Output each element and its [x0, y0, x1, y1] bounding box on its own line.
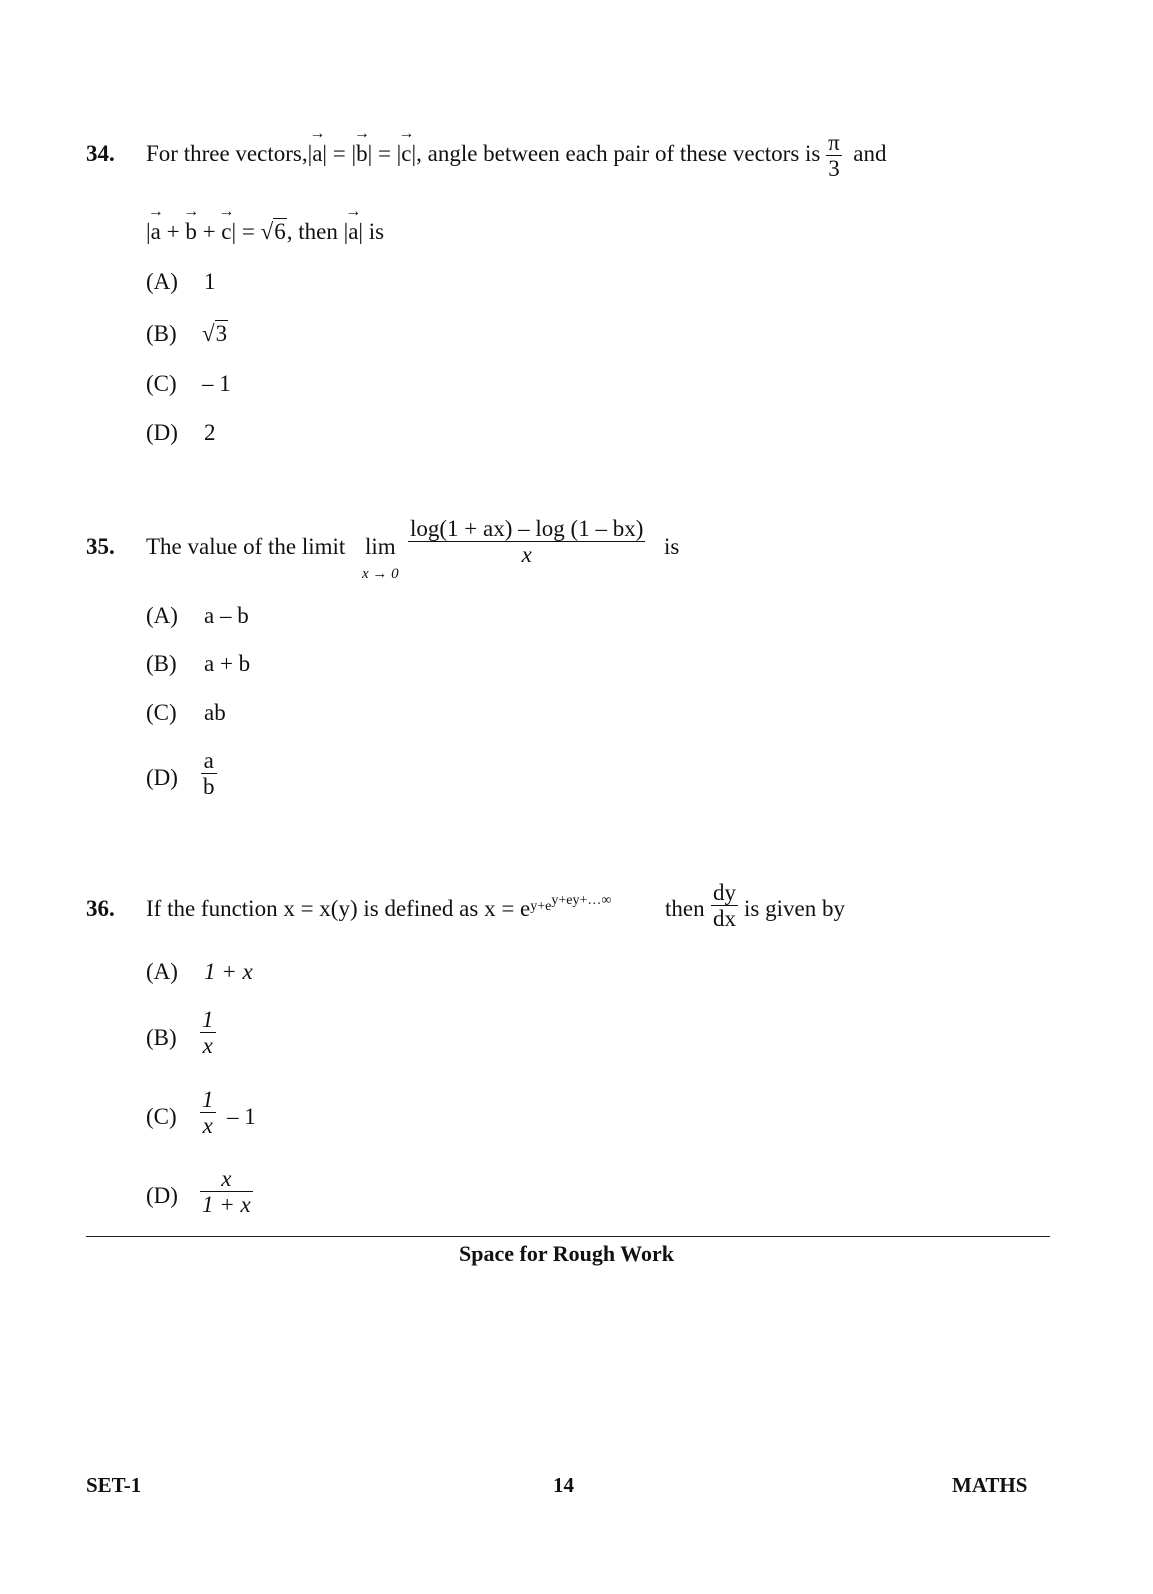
q34-and: and: [853, 141, 887, 167]
question-34-stem: For three vectors,|→ a| = |→ b| = |→ c|, angle between each pair of these vectors is $\frac{\pi}{3}$ and: [146, 130, 886, 182]
q36-option-c-fraction: $\frac{1}{x}$: [202, 1087, 214, 1139]
vector-c: → c: [401, 141, 411, 167]
q36-option-b-label: (B): [146, 1025, 177, 1050]
question-number-34: 34.: [86, 141, 115, 166]
derivative-fraction: $\frac{dy}{dx}$: [713, 880, 736, 932]
q35-option-b: (B) a + b: [146, 651, 251, 676]
q34-option-b: (B) √3: [146, 321, 228, 346]
rough-work-divider: [86, 1236, 1050, 1237]
question-number-35: 35.: [86, 534, 115, 559]
q34-option-d: (D) 2: [146, 420, 216, 445]
q35-option-c: (C) ab: [146, 700, 226, 725]
q35-option-d-label: (D): [146, 765, 178, 790]
q34-mid: , angle between each pair of these vectors is: [416, 141, 821, 167]
q36-end: is given by: [744, 896, 845, 921]
q36-option-c-label: (C): [146, 1104, 177, 1129]
q35-option-d-fraction: $\frac{a}{b}$: [203, 748, 215, 800]
question-34-condition: |→ a + → b + → c| = √6, then |→ a| is: [146, 219, 384, 245]
q36-then: then: [665, 896, 705, 921]
exponent-tower: y+ey+ey+…∞: [530, 893, 612, 914]
q36-option-d-label: (D): [146, 1183, 178, 1208]
sqrt-six: √6: [260, 219, 286, 244]
limit-fraction: $\frac{\log(1 + ax) - \log (1 - bx)}{x}$: [410, 516, 644, 568]
vector-b: → b: [356, 141, 368, 167]
q34-option-c: (C) – 1: [146, 371, 231, 396]
q36-option-b-fraction: $\frac{1}{x}$: [202, 1007, 214, 1059]
vector-a: → a: [312, 141, 322, 167]
q36-option-d-fraction: $\frac{x}{1 + x}$: [202, 1166, 251, 1218]
footer-page-number: 14: [553, 1473, 574, 1497]
q34-intro: For three vectors,: [146, 141, 308, 167]
limit-operator: lim x → 0: [362, 534, 399, 582]
q36-stem: If the function x = x(y) is defined as $x = e^{y+ey+ey+\dots\infty}$: [146, 893, 612, 921]
rough-work-heading: Space for Rough Work: [459, 1241, 674, 1266]
q35-is: is: [664, 534, 680, 559]
q34-option-a: (A) 1: [146, 269, 216, 294]
angle-fraction: $\frac{\pi}{3}$: [828, 130, 840, 182]
q36-option-c-tail: – 1: [227, 1104, 256, 1129]
q36-option-a: (A) 1 + x: [146, 959, 253, 984]
footer-subject: MATHS: [952, 1473, 1028, 1497]
footer-set: SET-1: [86, 1473, 142, 1497]
question-number-36: 36.: [86, 896, 115, 921]
q35-option-a: (A) a – b: [146, 603, 249, 628]
q35-intro: The value of the limit: [146, 534, 346, 559]
